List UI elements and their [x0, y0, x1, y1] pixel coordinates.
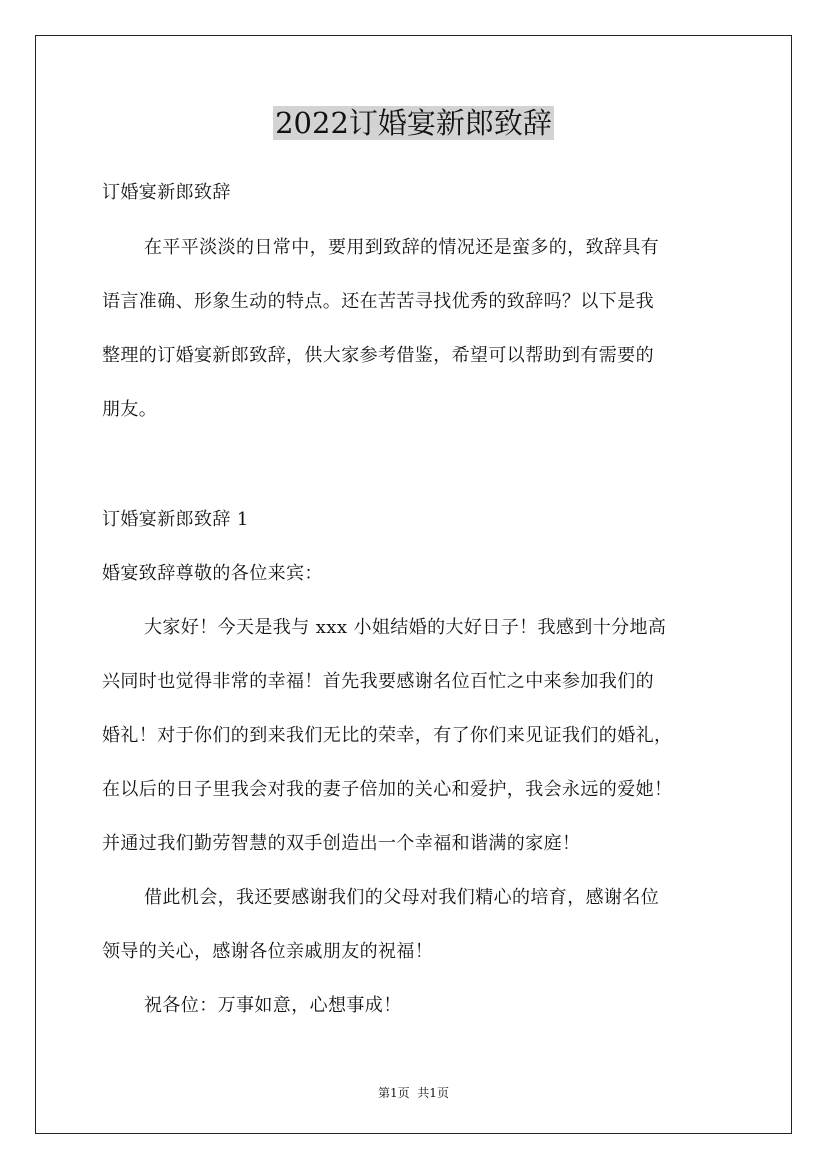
- document-subtitle: 订婚宴新郎致辞: [102, 182, 231, 203]
- para1-line-5: 并通过我们勤劳智慧的双手创造出一个幸福和谐满的家庭！: [102, 833, 581, 854]
- section-heading-1: 订婚宴新郎致辞 1: [102, 509, 249, 530]
- intro-line-3: 整理的订婚宴新郎致辞，供大家参考借鉴，希望可以帮助到有需要的: [102, 345, 654, 366]
- para1-line-4: 在以后的日子里我会对我的妻子倍加的关心和爱护，我会永远的爱她！: [102, 779, 673, 800]
- para1-line-2: 兴同时也觉得非常的幸福！首先我要感谢名位百忙之中来参加我们的: [102, 671, 654, 692]
- intro-line-1: 在平平淡淡的日常中，要用到致辞的情况还是蛮多的，致辞具有: [144, 237, 660, 258]
- intro-line-4: 朋友。: [102, 399, 158, 420]
- closing-line: 祝各位：万事如意，心想事成！: [144, 995, 402, 1016]
- para1-line-1: 大家好！今天是我与 xxx 小姐结婚的大好日子！我感到十分地高: [144, 617, 667, 638]
- document-title: [0, 103, 827, 143]
- page-number-footer: 第1页 共1页: [378, 1086, 449, 1100]
- para1-line-3: 婚礼！对于你们的到来我们无比的荣幸，有了你们来见证我们的婚礼，: [102, 725, 673, 746]
- salutation: 婚宴致辞尊敬的各位来宾：: [102, 563, 323, 584]
- para2-line-2: 领导的关心，感谢各位亲戚朋友的祝福！: [102, 941, 434, 962]
- intro-line-2: 语言准确、形象生动的特点。还在苦苦寻找优秀的致辞吗？以下是我: [102, 291, 654, 312]
- document-title-text: 2022订婚宴新郎致辞: [275, 106, 552, 140]
- para2-line-1: 借此机会，我还要感谢我们的父母对我们精心的培育，感谢名位: [144, 887, 660, 908]
